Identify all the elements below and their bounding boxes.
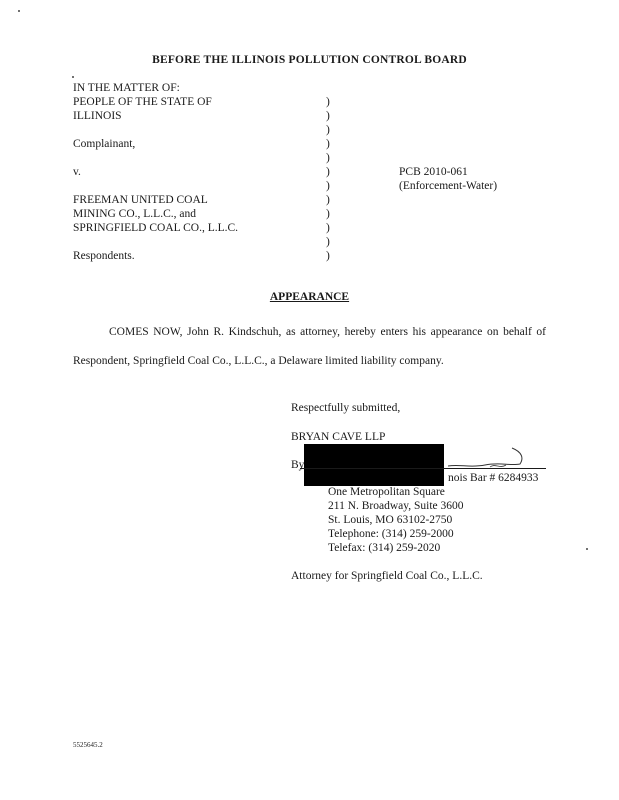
by-label: By [291,459,305,471]
case-type: (Enforcement-Water) [399,180,498,192]
scan-speck [586,548,588,550]
caption-paren: ) [326,110,330,122]
caption-line [73,151,238,165]
case-number-block [399,165,497,193]
caption-line [73,235,238,249]
caption-paren: ) [326,124,330,136]
redaction-box [304,444,444,486]
caption-paren: ) [326,166,330,178]
caption-paren: ) [326,180,330,192]
caption-line [73,123,238,137]
bar-number: nois Bar # 6284933 [448,472,539,484]
scan-speck [72,76,74,78]
caption-line: Respondents. [73,250,135,262]
caption-line: IN THE MATTER OF: [73,82,180,94]
case-number: PCB 2010-061 [399,166,468,178]
document-id: 5525645.2 [73,741,103,749]
caption-paren: ) [326,138,330,150]
caption-line: SPRINGFIELD COAL CO., L.L.C. [73,222,239,234]
caption-paren: ) [326,208,330,220]
signature-line [300,468,546,469]
board-heading: BEFORE THE ILLINOIS POLLUTION CONTROL BOARD [152,54,467,66]
caption-paren: ) [326,152,330,164]
caption-paren: ) [326,194,330,206]
caption-paren: ) [326,222,330,234]
caption-line: ILLINOIS [73,110,122,122]
scan-speck [18,10,20,12]
caption-paren: ) [326,250,330,262]
appearance-title: APPEARANCE [269,291,350,303]
signature-closing: Respectfully submitted, [291,402,401,414]
appearance-body-paragraph: COMES NOW, John R. Kindschuh, as attorney, hereby enters his appearance on behalf of Respondent, Springfield Coal Co., L.L.C., a Delaware limited liability company. [73,326,546,367]
attorney-address-block [328,485,464,555]
caption-paren: ) [326,236,330,248]
caption-line [73,179,238,193]
address-line: One Metropolitan Square [328,486,445,498]
address-line: St. Louis, MO 63102-2750 [328,514,453,526]
caption-paren: ) [326,96,330,108]
caption-line: MINING CO., L.L.C., and [73,208,196,220]
caption-line: Complainant, [73,138,136,150]
caption-line: FREEMAN UNITED COAL [73,194,208,206]
caption-line: PEOPLE OF THE STATE OF [73,96,212,108]
address-line: 211 N. Broadway, Suite 3600 [328,500,464,512]
firm-name: BRYAN CAVE LLP [291,431,386,443]
address-line: Telefax: (314) 259-2020 [328,542,441,554]
address-line: Telephone: (314) 259-2000 [328,528,454,540]
caption-line: v. [73,166,81,178]
case-caption-parties [73,81,238,263]
caption-parenthesis-column [326,95,330,263]
attorney-for: Attorney for Springfield Coal Co., L.L.C. [291,570,483,582]
